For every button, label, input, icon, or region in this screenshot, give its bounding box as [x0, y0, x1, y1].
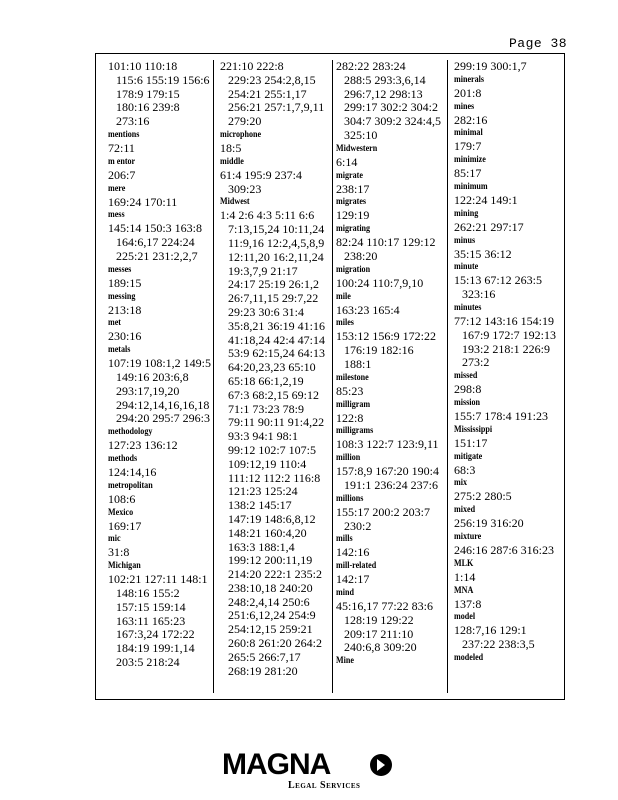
- logo-arrow-icon: [370, 754, 392, 776]
- page-line-reference: 85:23: [336, 383, 364, 398]
- index-term: minimum: [454, 181, 488, 192]
- index-entry: [336, 587, 444, 655]
- index-term: mitigate: [454, 451, 483, 462]
- page-line-reference: 1:4 2:6 4:3 5:11 6:6: [220, 208, 315, 223]
- logo-brand: MAGNA: [222, 748, 331, 781]
- index-entry: [336, 60, 444, 143]
- page-line-reference: 53:9 62:15,24 64:13: [228, 346, 326, 361]
- page-line-reference: 12:11,20 16:2,11,24: [228, 249, 324, 264]
- index-term: minutes: [454, 302, 482, 313]
- index-term: miles: [336, 318, 354, 329]
- index-term: methodology: [108, 427, 153, 438]
- page-line-reference: 65:18 66:1,2,19: [228, 373, 304, 388]
- index-term: Michigan: [108, 561, 141, 572]
- page-line-reference: 309:23: [228, 181, 262, 196]
- index-column-4: [454, 60, 562, 693]
- page-line-reference: 128:7,16 129:1: [454, 623, 527, 638]
- index-entry: [454, 154, 562, 181]
- column-divider: [447, 60, 448, 693]
- page-line-reference: 299:19 300:1,7: [454, 59, 527, 73]
- index-term: mills: [336, 534, 353, 545]
- page-line-reference: 214:20 222:1 235:2: [228, 567, 323, 582]
- page-line-reference: 256:19 316:20: [454, 516, 524, 531]
- page-line-reference: 85:17: [454, 166, 482, 181]
- page-line-reference: 262:21 297:17: [454, 219, 524, 234]
- index-entry: [108, 426, 212, 453]
- index-entry: [454, 127, 562, 154]
- page-line-reference: 238:17: [336, 181, 370, 196]
- index-entry: [454, 504, 562, 531]
- page-line-reference: 230:16: [108, 329, 142, 344]
- magna-logo: [222, 748, 398, 794]
- page-line-reference: 169:17: [108, 518, 142, 533]
- index-entry: [336, 264, 444, 291]
- index-entry: [454, 370, 562, 397]
- page-line-reference: 282:22 283:24: [336, 59, 406, 73]
- page-line-reference: 82:24 110:17 129:12: [336, 235, 436, 250]
- index-term: missed: [454, 371, 478, 382]
- page-line-reference: 15:13 67:12 263:5: [454, 273, 543, 288]
- page-line-reference: 240:6,8 309:20: [344, 640, 417, 655]
- index-term: Midwestern: [336, 143, 378, 154]
- page-line-reference: 199:12 200:11,19: [228, 553, 313, 568]
- page-line-reference: 122:24 149:1: [454, 192, 518, 207]
- page-line-reference: 31:8: [108, 545, 130, 560]
- page-line-reference: 64:20,23,23 65:10: [228, 360, 316, 375]
- index-term: Mine: [336, 656, 354, 667]
- index-entry: [108, 156, 212, 183]
- page-line-reference: 24:17 25:19 26:1,2: [228, 277, 320, 292]
- index-entry: [108, 344, 212, 426]
- index-column-1: [108, 60, 212, 693]
- index-term: met: [108, 318, 122, 329]
- index-term: Mexico: [108, 507, 134, 518]
- page-line-reference: 189:15: [108, 275, 142, 290]
- index-term: milligrams: [336, 426, 374, 437]
- page-line-reference: 221:10 222:8: [220, 59, 284, 73]
- index-entry: [108, 264, 212, 291]
- index-entry: [336, 170, 444, 197]
- page-line-reference: 26:7,11,15 29:7,22: [228, 291, 319, 306]
- page-line-reference: 163:11 165:23: [116, 613, 186, 628]
- logo-subtitle: Legal Services: [288, 780, 361, 791]
- page-line-reference: 296:7,12 298:13: [344, 86, 423, 101]
- index-term: minerals: [454, 74, 485, 85]
- index-entry: [336, 317, 444, 371]
- index-term: minus: [454, 235, 476, 246]
- page-line-reference: 77:12 143:16 154:19: [454, 313, 555, 328]
- page-line-reference: 137:8: [454, 596, 482, 611]
- index-term: migrating: [336, 224, 371, 235]
- page-line-reference: 19:3,7,9 21:17: [228, 263, 298, 278]
- index-term: mill-related: [336, 561, 377, 572]
- index-term: mining: [454, 208, 479, 219]
- index-entry: [454, 652, 562, 665]
- page-line-reference: 209:17 211:10: [344, 626, 414, 641]
- page-line-reference: 101:10 110:18: [108, 59, 178, 73]
- index-term: messing: [108, 291, 136, 302]
- index-entry: [454, 261, 562, 302]
- index-entry: [336, 372, 444, 399]
- index-term: migrate: [336, 170, 363, 181]
- index-entry: [336, 399, 444, 426]
- index-entry: [454, 451, 562, 478]
- index-term: messes: [108, 264, 132, 275]
- index-term: mind: [336, 587, 354, 598]
- page-line-reference: 121:23 125:24: [228, 484, 298, 499]
- page-line-reference: 167:3,24 172:22: [116, 627, 195, 642]
- page-line-reference: 142:17: [336, 572, 370, 587]
- page-line-reference: 275:2 280:5: [454, 489, 512, 504]
- page-line-reference: 127:23 136:12: [108, 438, 178, 453]
- index-entry: [454, 208, 562, 235]
- page-line-reference: 157:15 159:14: [116, 599, 186, 614]
- index-term: mission: [454, 397, 481, 408]
- index-term: migration: [336, 264, 371, 275]
- index-term: million: [336, 453, 361, 464]
- index-entry: [220, 60, 332, 129]
- index-term: mentions: [108, 129, 140, 140]
- column-divider: [332, 60, 333, 693]
- page-line-reference: 100:24 110:7,9,10: [336, 275, 424, 290]
- page-line-reference: 151:17: [454, 435, 488, 450]
- index-term: milligram: [336, 399, 371, 410]
- page-line-reference: 102:21 127:11 148:1: [108, 572, 208, 587]
- index-term: mere: [108, 183, 126, 194]
- index-term: m entor: [108, 156, 136, 167]
- page-line-reference: 107:19 108:1,2 149:5: [108, 356, 212, 371]
- page-line-reference: 142:16: [336, 545, 370, 560]
- index-entry: [454, 60, 562, 74]
- index-entry: [108, 453, 212, 480]
- page-line-reference: 115:6 155:19 156:6: [116, 72, 210, 87]
- index-entry: [336, 560, 444, 587]
- page-line-reference: 294:12,14,16,16,18: [116, 397, 210, 412]
- index-entry: [454, 101, 562, 128]
- page-line-reference: 201:8: [454, 85, 482, 100]
- index-term: mines: [454, 101, 475, 112]
- page-line-reference: 256:21 257:1,7,9,11: [228, 100, 325, 115]
- page-line-reference: 230:2: [344, 518, 372, 533]
- page-line-reference: 184:19 199:1,14: [116, 641, 195, 656]
- index-entry: [108, 507, 212, 534]
- index-entry: [108, 129, 212, 156]
- page-line-reference: 72:11: [108, 140, 135, 155]
- page-line-reference: 260:8 261:20 264:2: [228, 636, 323, 651]
- page-line-reference: 229:23 254:2,8,15: [228, 72, 316, 87]
- index-entry: [108, 317, 212, 344]
- page-line-reference: 299:17 302:2 304:2: [344, 100, 439, 115]
- page-line-reference: 129:19: [336, 208, 370, 223]
- page-line-reference: 99:12 102:7 107:5: [228, 442, 317, 457]
- page-line-reference: 238:10,18 240:20: [228, 580, 313, 595]
- page-line-reference: 213:18: [108, 302, 142, 317]
- page-line-reference: 108:6: [108, 491, 136, 506]
- page-line-reference: 225:21 231:2,2,7: [116, 248, 198, 263]
- page-line-reference: 273:16: [116, 114, 150, 129]
- page-line-reference: 178:9 179:15: [116, 86, 180, 101]
- index-entry: [336, 425, 444, 452]
- page-line-reference: 265:5 266:7,17: [228, 649, 301, 664]
- page-line-reference: 109:12,19 110:4: [228, 456, 307, 471]
- index-entry: [336, 493, 444, 534]
- page-line-reference: 164:6,17 224:24: [116, 235, 195, 250]
- index-term: MNA: [454, 585, 474, 596]
- index-entry: [454, 477, 562, 504]
- index-column-2: [220, 60, 332, 693]
- index-entry: [454, 235, 562, 262]
- index-entry: [108, 209, 212, 263]
- index-term: mixed: [454, 505, 476, 516]
- index-entry: [454, 74, 562, 101]
- index-term: mile: [336, 291, 351, 302]
- page-line-reference: 179:7: [454, 139, 482, 154]
- page-line-reference: 155:7 178:4 191:23: [454, 408, 549, 423]
- index-entry: [336, 452, 444, 493]
- page-line-reference: 254:12,15 259:21: [228, 622, 313, 637]
- page-line-reference: 282:16: [454, 112, 488, 127]
- index-term: minute: [454, 262, 479, 273]
- page-line-reference: 304:7 309:2 324:4,5: [344, 114, 442, 129]
- index-term: middle: [220, 156, 244, 167]
- index-entry: [108, 480, 212, 507]
- index-entry: [454, 397, 562, 424]
- index-entry: [454, 181, 562, 208]
- page-line-reference: 325:10: [344, 127, 378, 142]
- page-line-reference: 29:23 30:6 31:4: [228, 304, 305, 319]
- index-term: mic: [108, 534, 121, 545]
- page-line-reference: 35:15 36:12: [454, 246, 512, 261]
- index-entry: [336, 196, 444, 223]
- index-term: Mississippi: [454, 424, 493, 435]
- index-column-3: [336, 60, 444, 693]
- page-line-reference: 323:16: [462, 287, 496, 302]
- index-entry: [454, 424, 562, 451]
- index-entry: [454, 585, 562, 612]
- page-line-reference: 148:21 160:4,20: [228, 525, 307, 540]
- page-line-reference: 273:2: [462, 355, 490, 370]
- page-line-reference: 188:1: [344, 356, 372, 371]
- page-line-reference: 45:16,17 77:22 83:6: [336, 598, 434, 613]
- index-entry: [336, 533, 444, 560]
- index-frame: [95, 53, 565, 700]
- page-line-reference: 206:7: [108, 167, 136, 182]
- page-line-reference: 18:5: [220, 140, 242, 155]
- page-line-reference: 155:17 200:2 203:7: [336, 504, 431, 519]
- page-line-reference: 148:16 155:2: [116, 585, 180, 600]
- page-line-reference: 147:19 148:6,8,12: [228, 511, 316, 526]
- page-line-reference: 6:14: [336, 154, 358, 169]
- index-term: modeled: [454, 652, 484, 663]
- index-term: methods: [108, 453, 138, 464]
- page-line-reference: 128:19 129:22: [344, 612, 414, 627]
- page-line-reference: 246:16 287:6 316:23: [454, 542, 555, 557]
- index-entry: [220, 196, 332, 678]
- index-term: minimize: [454, 155, 486, 166]
- page-line-reference: 61:4 195:9 237:4: [220, 167, 303, 182]
- page-line-reference: 145:14 150:3 163:8: [108, 221, 203, 236]
- page-line-reference: 180:16 239:8: [116, 100, 180, 115]
- page-line-reference: 203:5 218:24: [116, 654, 180, 669]
- index-term: metropolitan: [108, 480, 153, 491]
- index-entry: [108, 291, 212, 318]
- page-line-reference: 193:2 218:1 226:9: [462, 341, 551, 356]
- page-line-reference: 124:14,16: [108, 464, 157, 479]
- index-term: millions: [336, 493, 364, 504]
- page-line-reference: 11:9,16 12:2,4,5,8,9: [228, 235, 325, 250]
- page-line-reference: 67:3 68:2,15 69:12: [228, 387, 320, 402]
- page-line-reference: 1:14: [454, 569, 476, 584]
- index-entry: [336, 143, 444, 170]
- index-entry: [108, 533, 212, 560]
- page-line-reference: 238:20: [344, 248, 378, 263]
- page-line-reference: 111:12 112:2 116:8: [228, 470, 321, 485]
- index-term: microphone: [220, 129, 262, 140]
- index-entry: [454, 558, 562, 585]
- page-line-reference: 163:23 165:4: [336, 302, 400, 317]
- index-term: migrates: [336, 197, 367, 208]
- page-line-reference: 294:20 295:7 296:3: [116, 411, 211, 426]
- index-term: mix: [454, 478, 468, 489]
- page-line-reference: 108:3 122:7 123:9,11: [336, 437, 439, 452]
- page-line-reference: 153:12 156:9 172:22: [336, 329, 437, 344]
- index-term: milestone: [336, 372, 369, 383]
- page-line-reference: 35:8,21 36:19 41:16: [228, 318, 326, 333]
- page-line-reference: 167:9 172:7 192:13: [462, 327, 557, 342]
- index-entry: [108, 183, 212, 210]
- page-line-reference: 41:18,24 42:4 47:14: [228, 332, 326, 347]
- index-entry: [336, 223, 444, 264]
- index-term: metals: [108, 345, 131, 356]
- index-term: model: [454, 612, 476, 623]
- page-line-reference: 122:8: [336, 410, 364, 425]
- page-number: Page 38: [509, 36, 568, 51]
- page-line-reference: 163:3 188:1,4: [228, 539, 295, 554]
- page-line-reference: 138:2 145:17: [228, 498, 292, 513]
- index-entry: [336, 291, 444, 318]
- page-line-reference: 71:1 73:23 78:9: [228, 401, 305, 416]
- page-line-reference: 293:17,19,20: [116, 383, 180, 398]
- index-term: mess: [108, 210, 125, 221]
- page-line-reference: 93:3 94:1 98:1: [228, 429, 299, 444]
- index-entry: [454, 611, 562, 652]
- index-term: minimal: [454, 128, 483, 139]
- page-line-reference: 254:21 255:1,17: [228, 86, 307, 101]
- index-entry: [220, 129, 332, 156]
- page-line-reference: 191:1 236:24 237:6: [344, 477, 439, 492]
- page-line-reference: 176:19 182:16: [344, 343, 414, 358]
- page-line-reference: 237:22 238:3,5: [462, 637, 535, 652]
- index-term: Midwest: [220, 197, 250, 208]
- page-line-reference: 169:24 170:11: [108, 194, 178, 209]
- index-entry: [108, 60, 212, 129]
- index-entry: [336, 655, 444, 668]
- page-line-reference: 149:16 203:6,8: [116, 369, 189, 384]
- index-term: mixture: [454, 531, 482, 542]
- page-line-reference: 157:8,9 167:20 190:4: [336, 464, 440, 479]
- page-line-reference: 298:8: [454, 382, 482, 397]
- page-line-reference: 68:3: [454, 462, 476, 477]
- column-divider: [213, 60, 214, 693]
- page-line-reference: 7:13,15,24 10:11,24: [228, 222, 325, 237]
- page-line-reference: 288:5 293:3,6,14: [344, 72, 426, 87]
- page-line-reference: 251:6,12,24 254:9: [228, 608, 316, 623]
- index-entry: [454, 531, 562, 558]
- page-line-reference: 79:11 90:11 91:4,22: [228, 415, 325, 430]
- index-entry: [220, 156, 332, 197]
- page-line-reference: 268:19 281:20: [228, 663, 298, 678]
- page-line-reference: 248:2,4,14 250:6: [228, 594, 310, 609]
- page-line-reference: 279:20: [228, 114, 262, 129]
- index-entry: [454, 302, 562, 370]
- index-entry: [108, 560, 212, 670]
- index-term: MLK: [454, 558, 474, 569]
